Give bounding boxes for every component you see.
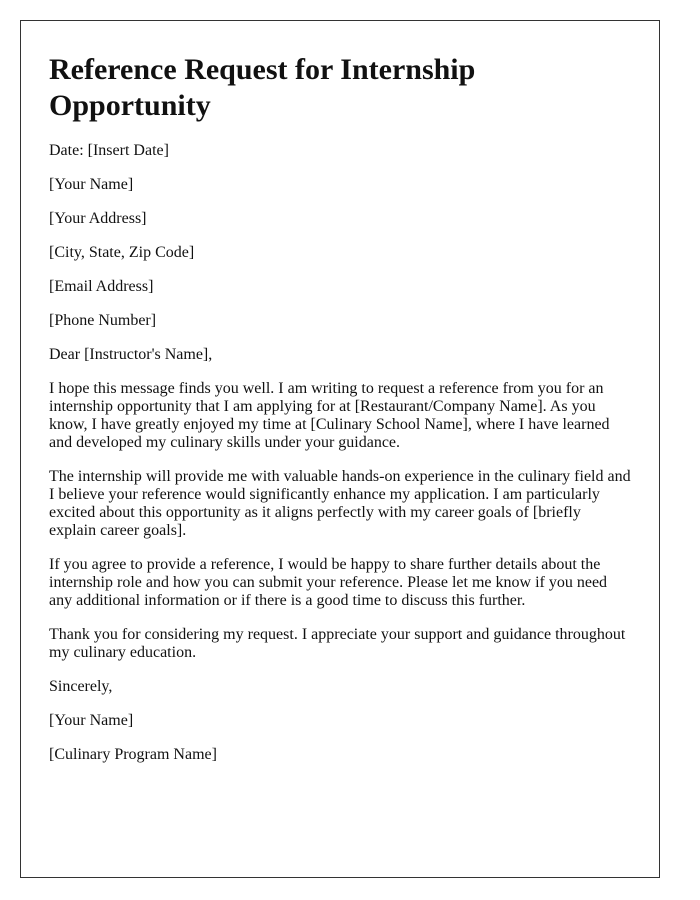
program-name: [Culinary Program Name] [49,746,217,763]
date-line: Date: [Insert Date] [49,142,169,159]
sender-phone: [Phone Number] [49,312,157,329]
letter-page [20,20,660,878]
sender-address: [Your Address] [49,210,147,227]
letter-title: Reference Request for Internship Opportunity [49,53,476,122]
signature-name: [Your Name] [49,712,134,729]
body-paragraph-thanks: Thank you for considering my request. I appreciate your support and guidance throughout my culinary education. [49,626,626,661]
body-paragraph-details: If you agree to provide a reference, I would be happy to share further details about the internship role and how you can submit your reference. Please let me know if you need any additional information or if there is a good time to discuss this further. [49,556,608,609]
salutation: Dear [Instructor's Name], [49,346,213,363]
sender-city-state-zip: [City, State, Zip Code] [49,244,195,261]
body-paragraph-internship: The internship will provide me with valuable hands-on experience in the culinary field and I believe your reference would significantly enhance my application. I am particularly excited about this opportunity as it aligns perfectly with my career goals of [briefly explain career goals]. [49,468,631,539]
sender-email: [Email Address] [49,278,154,295]
body-paragraph-intro: I hope this message finds you well. I am writing to request a reference from you for an internship opportunity that I am applying for at [Restaurant/Company Name]. As you know, I have greatly enjoyed my time at [Culinary School Name], where I have learned and developed my culinary skills under your guidance. [49,380,610,451]
sender-name: [Your Name] [49,176,134,193]
closing: Sincerely, [49,678,113,695]
